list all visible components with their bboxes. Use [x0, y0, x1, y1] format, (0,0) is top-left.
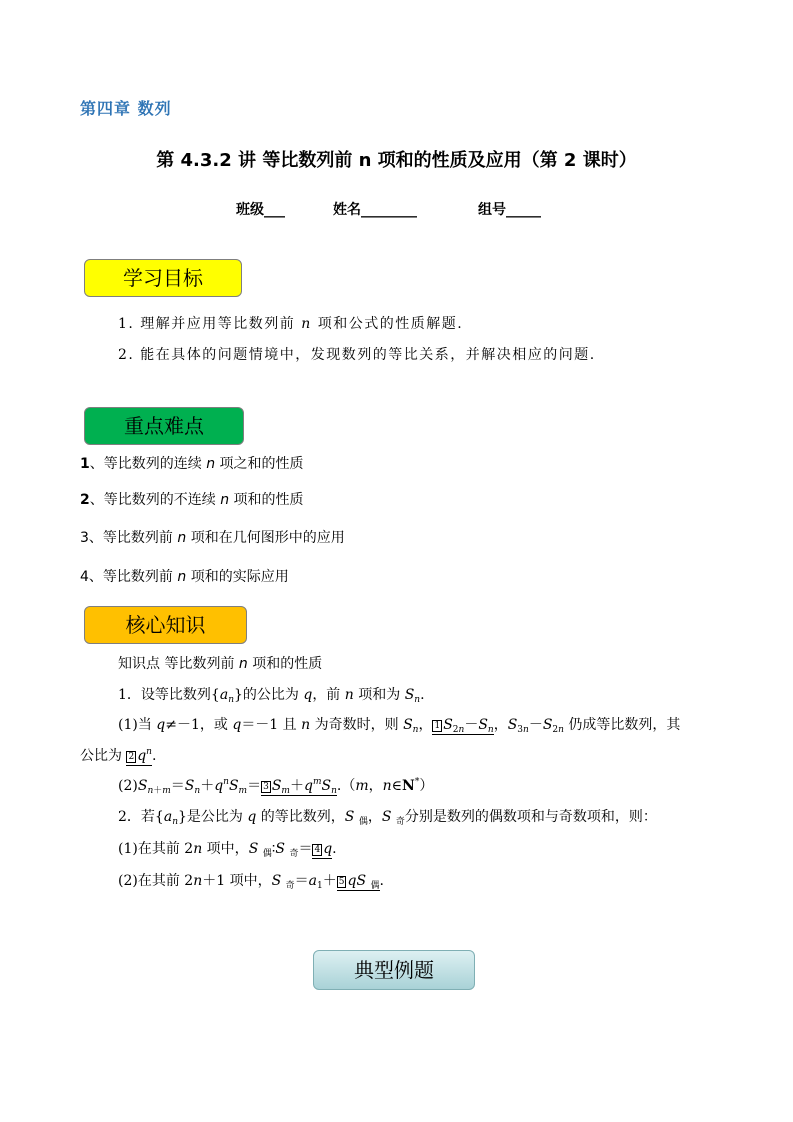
- property-1b: $(2)S_{n+m}=S_n+q^nS_m= 3$ $S_m+q^mS_n.(m$，n∈N*）: [118, 777, 434, 796]
- blank-3: 3: [263, 782, 269, 792]
- class-field: 班级___: [236, 202, 285, 218]
- lesson-title: 第 4.3.2 讲 等比数列前 n 项和的性质及应用（第 2 课时）: [156, 150, 637, 171]
- blank-4: 4: [314, 845, 321, 855]
- key-point-3: 3、等比数列前 n 项和在几何图形中的应用: [80, 530, 345, 546]
- typical-examples-banner: 典型例题: [313, 950, 475, 990]
- property-1a-cont: 公比为 2 $q^n$.: [80, 747, 157, 764]
- group-field: 组号_____: [478, 202, 541, 218]
- core-knowledge-banner: 核心知识: [84, 606, 247, 644]
- name-field: 姓名________: [333, 202, 417, 218]
- property-2-intro: 2．若$\{a_n\}$是公比为 q 的等比数列，S $_偶$，S $_奇$分别是数列的偶数项和与奇数项和，则：: [118, 809, 657, 827]
- key-point-2: 2、等比数列的不连续 n 项和的性质: [80, 492, 304, 508]
- blank-2: 2: [128, 752, 135, 762]
- property-1a: (1)当 q≠－1，或 q＝－1 且 n 为奇数时，则 $S_n$， 1 $S_{2n}-S_n$，$S_{3n}-S_{2n}$ 仍成等比数列，其: [118, 717, 681, 735]
- key-point-4: 4、等比数列前 n 项和的实际应用: [80, 569, 289, 585]
- learning-goals-banner: 学习目标: [84, 259, 242, 297]
- goal-item-2: 2. 能在具体的问题情境中，发现数列的等比关系，并解决相应的问题.: [118, 347, 596, 363]
- goal-item-1: 1. 理解并应用等比数列前 n 项和公式的性质解题.: [118, 316, 464, 332]
- blank-1: 1: [434, 721, 441, 731]
- chapter-heading: 第四章 数列: [80, 99, 172, 118]
- property-2a: (1)在其前 2n 项中，S $_偶$∶S $_奇$＝ 4 q.: [118, 841, 337, 859]
- property-1-intro: 1．设等比数列$\{a_n\}$的公比为 q，前 n 项和为 $S_n$.: [118, 687, 425, 705]
- knowledge-topic: 知识点 等比数列前 n 项和的性质: [118, 656, 323, 672]
- property-2b: (2)在其前 2n＋1 项中，S $_奇=a_1+ 5$ qS $_偶$.: [118, 873, 384, 891]
- blank-5: 5: [338, 877, 345, 887]
- key-point-1: 1、等比数列的连续 n 项之和的性质: [80, 456, 304, 472]
- key-points-banner: 重点难点: [84, 407, 244, 445]
